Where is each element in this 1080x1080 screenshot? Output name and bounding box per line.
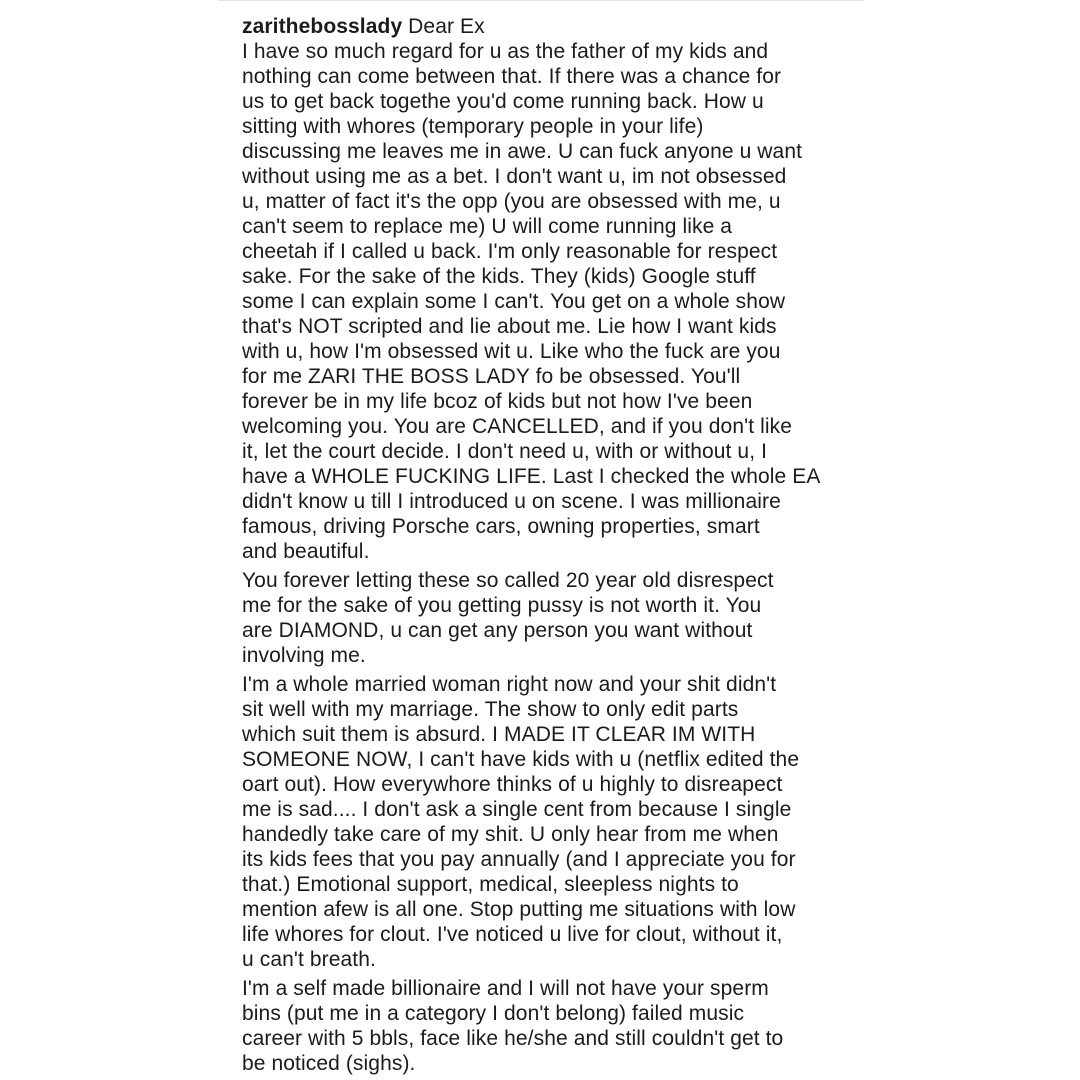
caption-line: nothing can come between that. If there was a chance for: [242, 65, 782, 88]
caption-line: welcoming you. You are CANCELLED, and if you don't like: [242, 415, 792, 438]
caption-line: with u, how I'm obsessed wit u. Like who the fuck are you: [242, 340, 781, 363]
caption-line: u can't breath.: [242, 948, 376, 971]
post-caption: [242, 14, 854, 1080]
caption-line: without using me as a bet. I don't want u, im not obsessed: [242, 165, 787, 188]
caption-line: me is sad.... I don't ask a single cent from because I single: [242, 798, 792, 821]
caption-paragraph: [242, 39, 854, 564]
caption-line: can't seem to replace me) U will come running like a: [242, 215, 733, 238]
caption-line: forever be in my life bcoz of kids but not how I've been: [242, 390, 753, 413]
caption-line: and beautiful.: [242, 540, 370, 563]
username-link[interactable]: zarithebosslady: [242, 15, 403, 38]
caption-line: oart out). How everywhore thinks of u highly to disreapect: [242, 773, 783, 796]
caption-line: discussing me leaves me in awe. U can fuck anyone u want: [242, 140, 803, 163]
caption-header: [242, 14, 854, 39]
caption-line: u, matter of fact it's the opp (you are obsessed with me, u: [242, 190, 781, 213]
caption-line: cheetah if I called u back. I'm only reasonable for respect: [242, 240, 778, 263]
caption-paragraph: [242, 672, 854, 972]
caption-body: [242, 39, 854, 1076]
caption-line: didn't know u till I introduced u on scene. I was millionaire: [242, 490, 781, 513]
caption-line: be noticed (sighs).: [242, 1052, 416, 1075]
caption-line: for me ZARI THE BOSS LADY fo be obsessed. You'll: [242, 365, 741, 388]
caption-line: sitting with whores (temporary people in your life): [242, 115, 704, 138]
caption-line: You forever letting these so called 20 year old disrespect: [242, 569, 774, 592]
caption-line: that.) Emotional support, medical, sleepless nights to: [242, 873, 739, 896]
caption-line: famous, driving Porsche cars, owning properties, smart: [242, 515, 760, 538]
caption-line: career with 5 bbls, face like he/she and still couldn't get to: [242, 1027, 784, 1050]
caption-line: are DIAMOND, u can get any person you want without: [242, 619, 753, 642]
caption-line: mention afew is all one. Stop putting me situations with low: [242, 898, 796, 921]
caption-line: have a WHOLE FUCKING LIFE. Last I checked the whole EA: [242, 465, 821, 488]
caption-paragraph: [242, 568, 854, 668]
top-divider: [218, 0, 864, 1]
caption-line: sit well with my marriage. The show to only edit parts: [242, 698, 739, 721]
caption-line: I'm a whole married woman right now and your shit didn't: [242, 673, 777, 696]
caption-line: sake. For the sake of the kids. They (kids) Google stuff: [242, 265, 756, 288]
caption-line: me for the sake of you getting pussy is not worth it. You: [242, 594, 762, 617]
caption-title: Dear Ex: [408, 15, 485, 38]
caption-line: which suit them is absurd. I MADE IT CLEAR IM WITH: [242, 723, 756, 746]
caption-line: I have so much regard for u as the father of my kids and: [242, 40, 769, 63]
caption-line: us to get back togethe you'd come running back. How u: [242, 90, 764, 113]
caption-line: handedly take care of my shit. U only hear from me when: [242, 823, 779, 846]
caption-line: that's NOT scripted and lie about me. Lie how I want kids: [242, 315, 777, 338]
caption-line: it, let the court decide. I don't need u, with or without u, I: [242, 440, 768, 463]
caption-paragraph: [242, 976, 854, 1076]
caption-line: life whores for clout. I've noticed u live for clout, without it,: [242, 923, 783, 946]
caption-line: SOMEONE NOW, I can't have kids with u (netflix edited the: [242, 748, 800, 771]
caption-line: its kids fees that you pay annually (and I appreciate you for: [242, 848, 796, 871]
caption-line: some I can explain some I can't. You get on a whole show: [242, 290, 786, 313]
caption-line: I'm a self made billionaire and I will not have your sperm: [242, 977, 769, 1000]
caption-line: involving me.: [242, 644, 366, 667]
caption-line: bins (put me in a category I don't belong) failed music: [242, 1002, 745, 1025]
